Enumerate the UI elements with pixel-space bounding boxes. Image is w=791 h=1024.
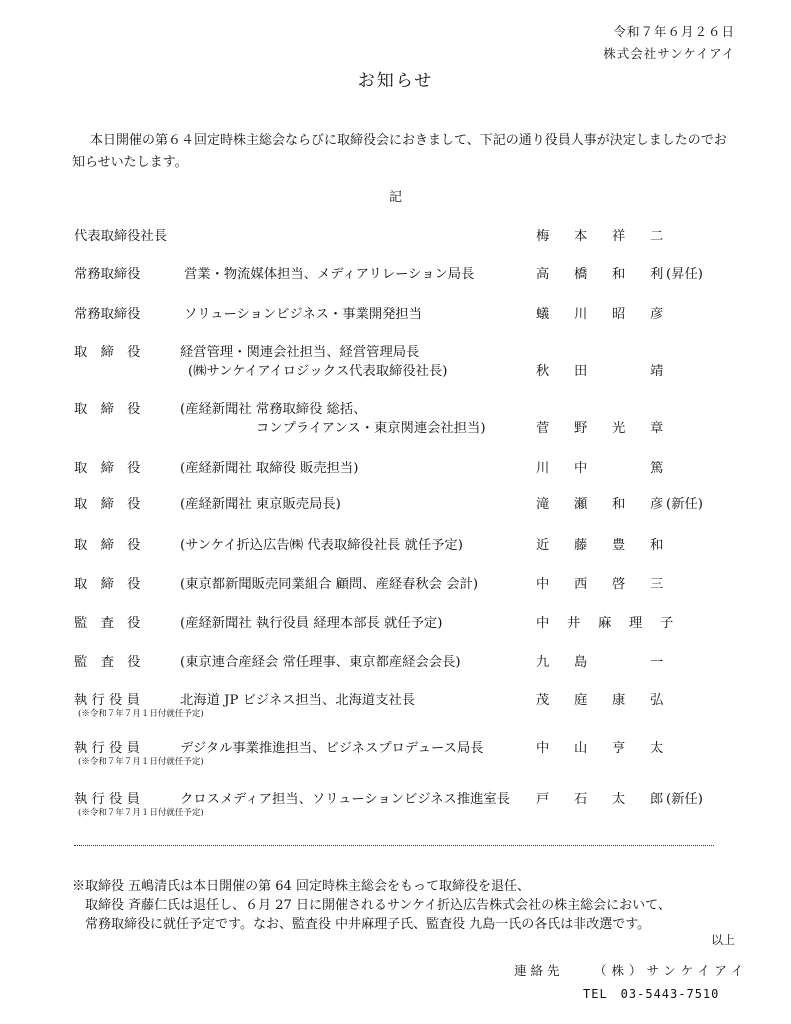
officer-name-char: 秋 (536, 364, 550, 379)
officer-note: (※令和７年７月１日付就任予定) (78, 709, 204, 719)
officer-name-char: 弘 (650, 693, 664, 708)
officer-name-char: 近 (536, 538, 550, 553)
officer-name-char: 梅 (536, 229, 550, 244)
contact-tel: TEL 03-5443-7510 (583, 987, 720, 1001)
officer-role: 執 行 役 員 (74, 693, 140, 708)
officer-name-char: 康 (612, 693, 626, 708)
officer-role: 取 締 役 (74, 345, 141, 360)
officer-name-char: 瀬 (574, 497, 588, 512)
officer-name (536, 689, 716, 708)
officer-name-char: 和 (612, 497, 626, 512)
ki-heading: 記 (388, 190, 402, 205)
officer-department: (産経新聞社 東京販売局長) (180, 497, 341, 512)
footnote-line-1: ※取締役 五嶋清氏は本日開催の第 64 回定時株主総会をもって取締役を退任、 (72, 879, 530, 894)
officer-department: 営業・物流媒体担当、メディアリレーション局長 (184, 267, 475, 282)
officer-name-char: 川 (574, 307, 588, 322)
officer-role: 代表取締役社長 (74, 229, 168, 244)
officer-department-line-2: (㈱サンケイアイロジックス代表取締役社長) (188, 364, 448, 379)
officer-name-char: 茂 (536, 693, 550, 708)
officer-name-char: 高 (536, 267, 550, 282)
contact-label: 連絡先 (514, 963, 564, 978)
officer-name-char: 亨 (612, 741, 626, 756)
officer-name (536, 360, 716, 379)
officer-name (536, 225, 716, 244)
officer-role: 監 査 役 (74, 655, 141, 670)
officer-name (536, 493, 716, 512)
officer-department: (東京都新聞販売同業組合 顧問、産経春秋会 会計) (180, 577, 479, 592)
officer-name-char: 野 (574, 421, 588, 436)
officer-name (536, 651, 716, 670)
officer-name-char: 光 (612, 421, 626, 436)
officer-name-char: 昭 (612, 307, 626, 322)
officer-department: デジタル事業推進担当、ビジネスプロデュース局長 (180, 741, 484, 756)
officer-name-char: 太 (650, 741, 664, 756)
officer-name-char: 和 (650, 538, 664, 553)
officer-department-line-2: コンプライアンス・東京関連会社担当) (256, 421, 486, 436)
officer-role: 取 締 役 (74, 461, 141, 476)
officer-name (536, 788, 716, 807)
officer-name (536, 263, 716, 282)
officer-name-char: 啓 (612, 577, 626, 592)
officer-role: 常務取締役 (74, 307, 141, 322)
officer-name-char: 川 (536, 461, 550, 476)
officer-name-char: 戸 (536, 792, 550, 807)
footnote-line-3: 常務取締役に就任予定です。なお、監査役 中井麻理子氏、監査役 九島一氏の各氏は非改選です。 (72, 917, 651, 932)
officer-name-char (612, 457, 650, 476)
officer-name-char: 太 (612, 792, 626, 807)
contact-company: （株）サンケイアイ (594, 963, 749, 978)
officer-name-char: 利 (650, 267, 664, 282)
officer-name-char: 麻 (598, 616, 612, 631)
officer-name (536, 737, 716, 756)
officer-role: 常務取締役 (74, 267, 141, 282)
officer-name-char: 子 (660, 616, 674, 631)
officer-name-char: 郎 (650, 792, 664, 807)
officer-department: (東京連合産経会 常任理事、東京都産経会会長) (180, 655, 461, 670)
officer-name-char: 祥 (612, 229, 626, 244)
officer-name-char: 中 (536, 616, 550, 631)
officer-role: 取 締 役 (74, 497, 141, 512)
officer-name (536, 457, 716, 476)
intro-paragraph: 本日開催の第６４回定時株主総会ならびに取締役会におきまして、下記の通り役員人事が決定しましたのでお知らせいたします。 (72, 133, 727, 170)
officer-role: 監 査 役 (74, 616, 141, 631)
officer-name-char (612, 651, 650, 670)
officer-name-char: 中 (536, 741, 550, 756)
officer-note: (※令和７年７月１日付就任予定) (78, 757, 204, 767)
officer-name-char: 田 (574, 364, 588, 379)
officer-department: ソリューションビジネス・事業開発担当 (184, 307, 423, 322)
officer-name-char (612, 360, 650, 379)
officer-status-suffix: (新任) (666, 497, 703, 512)
officer-role: 執 行 役 員 (74, 741, 140, 756)
officer-department: (産経新聞社 執行役員 経理本部長 就任予定) (180, 616, 443, 631)
officer-department: 北海道 JP ビジネス担当、北海道支社長 (180, 693, 416, 708)
officer-role: 取 締 役 (74, 402, 141, 417)
officer-name-char: 豊 (612, 538, 626, 553)
officer-name-char: 三 (650, 577, 664, 592)
officer-name-char: 中 (574, 461, 588, 476)
officer-department: クロスメディア担当、ソリューションビジネス推進室長 (180, 792, 511, 807)
officer-name-char: 章 (650, 421, 664, 436)
officer-name-char: 二 (650, 229, 664, 244)
officer-name (536, 534, 716, 553)
officer-name-char: 理 (629, 616, 643, 631)
officer-note: (※令和７年７月１日付就任予定) (78, 808, 204, 818)
officer-department: (サンケイ折込広告㈱ 代表取締役社長 就任予定) (180, 538, 463, 553)
officer-name-char: 西 (574, 577, 588, 592)
officer-name-char: 滝 (536, 497, 550, 512)
officer-name-char: 和 (612, 267, 626, 282)
officer-name-char: 菅 (536, 421, 550, 436)
officer-name-char: 橋 (574, 267, 588, 282)
officer-name-char: 島 (574, 655, 588, 670)
officer-name-char: 靖 (650, 364, 664, 379)
closing-ijo: 以上 (710, 933, 735, 947)
officer-name-char: 井 (567, 616, 581, 631)
officer-name-char: 藤 (574, 538, 588, 553)
officer-name-char: 彦 (650, 307, 664, 322)
officer-name-char: 庭 (574, 693, 588, 708)
officer-status-suffix: (新任) (666, 792, 703, 807)
officer-department: 経営管理・関連会社担当、経営管理局長 (180, 345, 420, 360)
officer-role: 取 締 役 (74, 538, 141, 553)
officer-name (536, 303, 716, 322)
officer-status-suffix: (昇任) (666, 267, 703, 282)
document-date: 令和７年６月２６日 (613, 24, 735, 39)
officer-role: 取 締 役 (74, 577, 141, 592)
officer-name (536, 612, 716, 631)
officer-department: (産経新聞社 常務取締役 総括、 (180, 402, 367, 417)
dotted-separator (74, 845, 714, 846)
officer-name-char: 彦 (650, 497, 664, 512)
officer-name-char: 九 (536, 655, 550, 670)
officer-name-char: 蟻 (536, 307, 550, 322)
officer-name-char: 一 (650, 655, 664, 670)
officer-name (536, 573, 716, 592)
company-name: 株式会社サンケイアイ (603, 46, 735, 61)
footnote-line-2: 取締役 斉藤仁氏は退任し、６月 27 日に開催されるサンケイ折込広告株式会社の株主総会において、 (72, 898, 671, 913)
officer-name (536, 417, 716, 436)
officer-department: (産経新聞社 取締役 販売担当) (180, 461, 359, 476)
officer-name-char: 本 (574, 229, 588, 244)
officer-name-char: 篤 (650, 461, 664, 476)
page-title: お知らせ (357, 71, 434, 91)
officer-name-char: 石 (574, 792, 588, 807)
officer-name-char: 山 (574, 741, 588, 756)
officer-role: 執 行 役 員 (74, 792, 140, 807)
officer-name-char: 中 (536, 577, 550, 592)
